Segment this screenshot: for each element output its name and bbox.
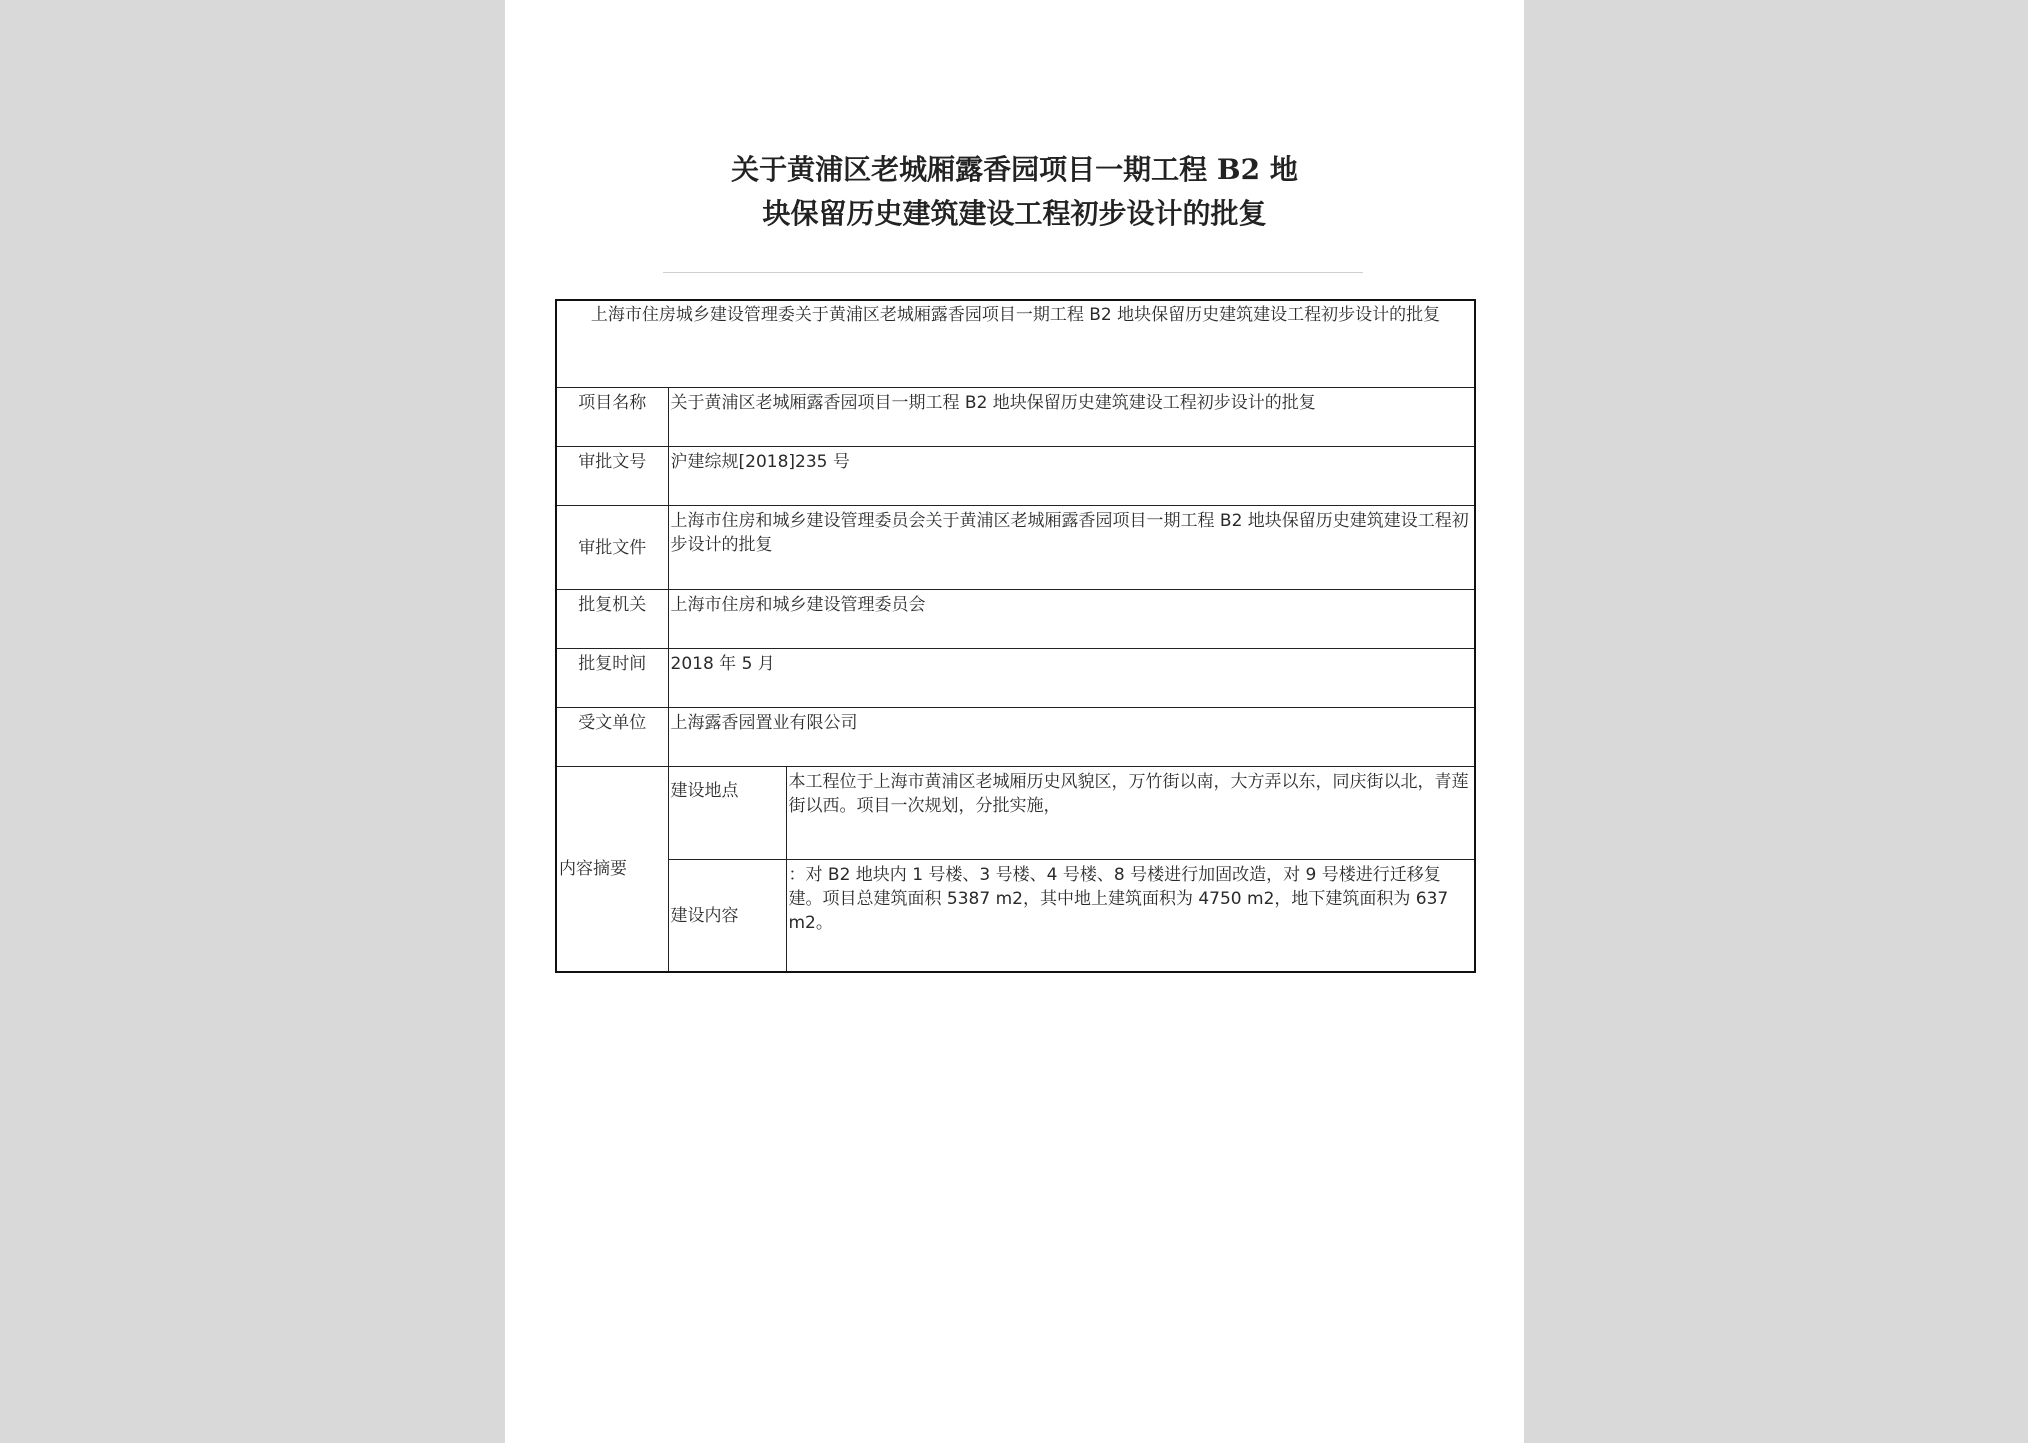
summary-sub-label: 建设内容 bbox=[668, 860, 786, 973]
summary-row bbox=[556, 860, 1475, 973]
row-value: 上海市住房和城乡建设管理委员会 bbox=[668, 590, 1475, 649]
row-value: 上海市住房和城乡建设管理委员会关于黄浦区老城厢露香园项目一期工程 B2 地块保留历史建筑建设工程初步设计的批复 bbox=[668, 506, 1475, 590]
summary-row bbox=[556, 767, 1475, 860]
title-divider bbox=[663, 272, 1363, 273]
row-label: 审批文件 bbox=[556, 506, 668, 590]
row-value: 上海露香园置业有限公司 bbox=[668, 708, 1475, 767]
row-value: 沪建综规[2018]235 号 bbox=[668, 447, 1475, 506]
table-row bbox=[556, 388, 1475, 447]
title-line-1: 关于黄浦区老城厢露香园项目一期工程 B2 地 bbox=[731, 153, 1298, 186]
summary-sub-value: 本工程位于上海市黄浦区老城厢历史风貌区，万竹街以南，大方弄以东，同庆街以北，青莲街以西。项目一次规划，分批实施， bbox=[786, 767, 1475, 860]
row-label: 项目名称 bbox=[556, 388, 668, 447]
title-line-2: 块保留历史建筑建设工程初步设计的批复 bbox=[762, 197, 1267, 230]
row-value: 关于黄浦区老城厢露香园项目一期工程 B2 地块保留历史建筑建设工程初步设计的批复 bbox=[668, 388, 1475, 447]
row-label: 审批文号 bbox=[556, 447, 668, 506]
table-row bbox=[556, 447, 1475, 506]
summary-label: 内容摘要 bbox=[556, 767, 668, 973]
row-label: 批复机关 bbox=[556, 590, 668, 649]
table-row bbox=[556, 590, 1475, 649]
table-row bbox=[556, 708, 1475, 767]
table-row bbox=[556, 506, 1475, 590]
row-label: 批复时间 bbox=[556, 649, 668, 708]
row-value: 2018 年 5 月 bbox=[668, 649, 1475, 708]
document-page bbox=[505, 0, 1524, 1443]
table-header: 上海市住房城乡建设管理委关于黄浦区老城厢露香园项目一期工程 B2 地块保留历史建筑建设工程初步设计的批复 bbox=[556, 300, 1475, 388]
document-title bbox=[505, 148, 1524, 236]
summary-sub-label: 建设地点 bbox=[668, 767, 786, 860]
table-row bbox=[556, 649, 1475, 708]
approval-info-table bbox=[555, 299, 1476, 973]
row-label: 受文单位 bbox=[556, 708, 668, 767]
summary-sub-value: ：对 B2 地块内 1 号楼、3 号楼、4 号楼、8 号楼进行加固改造，对 9 号楼进行迁移复建。项目总建筑面积 5387 m2，其中地上建筑面积为 4750 m2，地下建筑面积为 637 m2。 bbox=[786, 860, 1475, 973]
table-header-row bbox=[556, 300, 1475, 388]
